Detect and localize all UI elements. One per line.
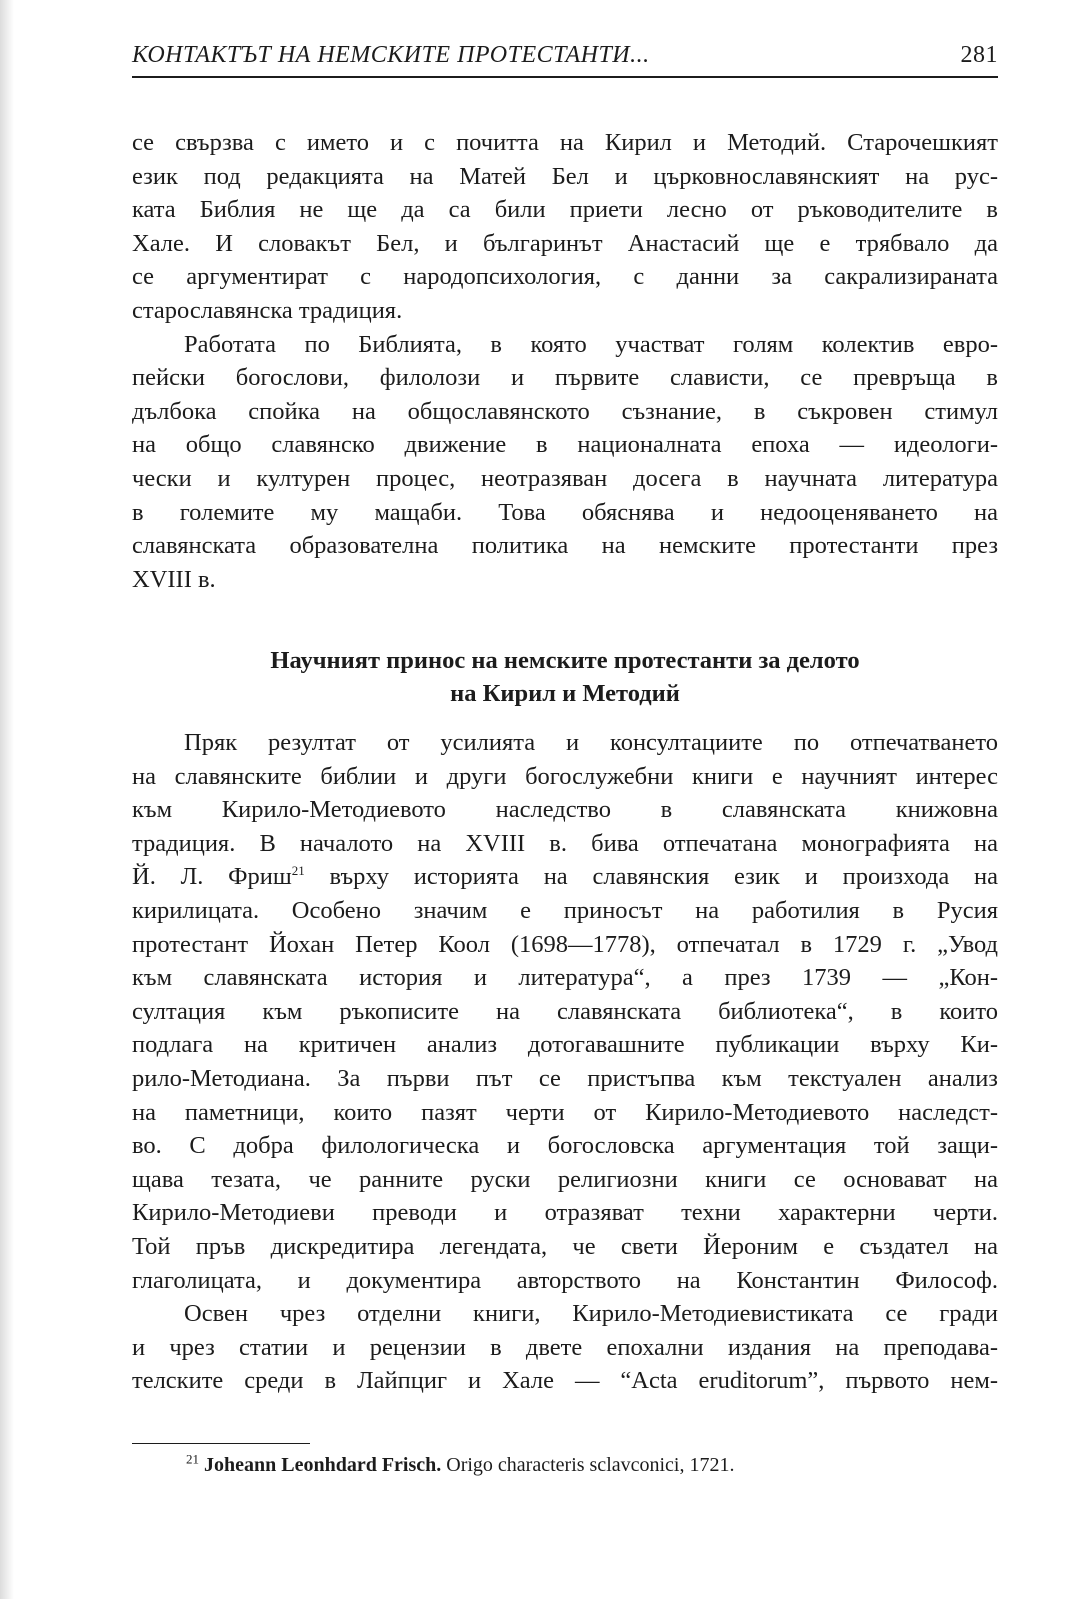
- text-fragment: Й. Л. Фриш: [132, 863, 292, 891]
- text-line: Кирило-Методиеви преводи и отразяват техни характерни черти.: [132, 1199, 998, 1227]
- text-line: на общо славянско движение в националната епоха — идеологи-: [132, 431, 998, 459]
- text-line: към Кирило-Методиевото наследство в славянската книжовна: [132, 796, 998, 824]
- section-heading: [132, 644, 998, 710]
- text-line: рило-Методиана. За първи път се пристъпва към текстуален анализ: [132, 1064, 998, 1092]
- text-line: език под редакцията на Матей Бел и църковнославянският на рус-: [132, 162, 998, 190]
- paragraph-1: [132, 126, 998, 328]
- header-rule: [132, 76, 998, 78]
- text-line: Той пръв дискредитира легендата, че свети Йероним е създател на: [132, 1232, 998, 1260]
- paragraph-4: [132, 1297, 998, 1398]
- footnote-number: 21: [186, 1451, 199, 1467]
- text-line: глаголицата, и документира авторството на Константин Философ.: [132, 1266, 998, 1294]
- text-line: Работата по Библията, в която участват голям колектив евро-: [184, 330, 998, 358]
- text-line: Пряк резултат от усилията и консултациите по отпечатването: [184, 729, 998, 756]
- section-heading-line-1: Научният принос на немските протестанти за делото: [270, 647, 860, 674]
- text-line: ката Библия не ще да са били приети лесно от ръководителите в: [132, 196, 998, 224]
- footnote-text: Origo characteris sclavconici, 1721.: [441, 1454, 735, 1476]
- body-text-top: [132, 126, 998, 596]
- text-line: се аргументират с народопсихология, с данни за сакрализираната: [132, 263, 998, 291]
- text-line: дълбока спойка на общославянското съзнание, в съкровен стимул: [132, 397, 998, 425]
- running-title: КОНТАКТЪТ НА НЕМСКИТЕ ПРОТЕСТАНТИ...: [132, 42, 650, 68]
- footnote-author: Joheann Leonhdard Frisch.: [204, 1454, 442, 1476]
- footnote-reference: 21: [291, 863, 305, 879]
- text-line: султация към ръкописите на славянската библиотека“, в които: [132, 997, 998, 1025]
- text-line: Освен чрез отделни книги, Кирило-Методиевистиката се гради: [184, 1300, 998, 1328]
- text-line: се свързва с името и с почитта на Кирил и Методий. Старочешкият: [132, 129, 998, 156]
- running-header: [132, 42, 998, 69]
- page-gutter-shadow: [0, 0, 14, 1599]
- footnote: [186, 1452, 998, 1478]
- section-heading-line-2: на Кирил и Методий: [450, 680, 680, 707]
- text-line: към славянската история и литература“, а през 1739 — „Кон-: [132, 964, 998, 992]
- text-line: славянската образователна политика на немските протестанти през: [132, 532, 998, 560]
- text-line: протестант Йохан Петер Коол (1698—1778), отпечатал в 1729 г. „Увод: [132, 930, 998, 958]
- text-line: пейски богослови, филолози и първите слависти, се превръща в: [132, 364, 998, 392]
- paragraph-3: [132, 726, 998, 1297]
- body-text-bottom: [132, 726, 998, 1398]
- text-line: старославянска традиция.: [132, 296, 403, 324]
- text-line: подлага на критичен анализ дотогавашните публикации върху Ки-: [132, 1031, 998, 1059]
- footnote-rule: [132, 1443, 310, 1444]
- text-line: чески и културен процес, неотразяван досега в научната литература: [132, 464, 998, 492]
- paragraph-2: [132, 328, 998, 597]
- text-line: щава тезата, че ранните руски религиозни книги се основават на: [132, 1165, 998, 1193]
- text-line: Хале. И словакът Бел, и българинът Анастасий ще е трябвало да: [132, 229, 998, 257]
- page-number: 281: [960, 42, 998, 68]
- text-line: XVIII в.: [132, 565, 216, 593]
- text-line: в големите му мащаби. Това обяснява и недооценяването на: [132, 498, 998, 526]
- text-line: традиция. В началото на XVIII в. бива отпечатана монографията на: [132, 829, 998, 857]
- text-line: кирилицата. Особено значим е приносът на работилия в Русия: [132, 896, 998, 924]
- text-line: на паметници, които пазят черти от Кирило-Методиевото наследст-: [132, 1098, 998, 1126]
- text-line: на славянските библии и други богослужебни книги е научният интерес: [132, 762, 998, 790]
- text-fragment: върху историята на славянския език и произхода на: [304, 863, 998, 891]
- text-line: во. С добра филологическа и богословска аргументация той защи-: [132, 1132, 998, 1160]
- text-line: и чрез статии и рецензии в двете епохални издания на преподава-: [132, 1333, 998, 1361]
- text-line-with-footnote-ref: [132, 860, 998, 894]
- text-line: телските среди в Лайпциг и Хале — “Acta eruditorum”, първото нем-: [132, 1367, 998, 1395]
